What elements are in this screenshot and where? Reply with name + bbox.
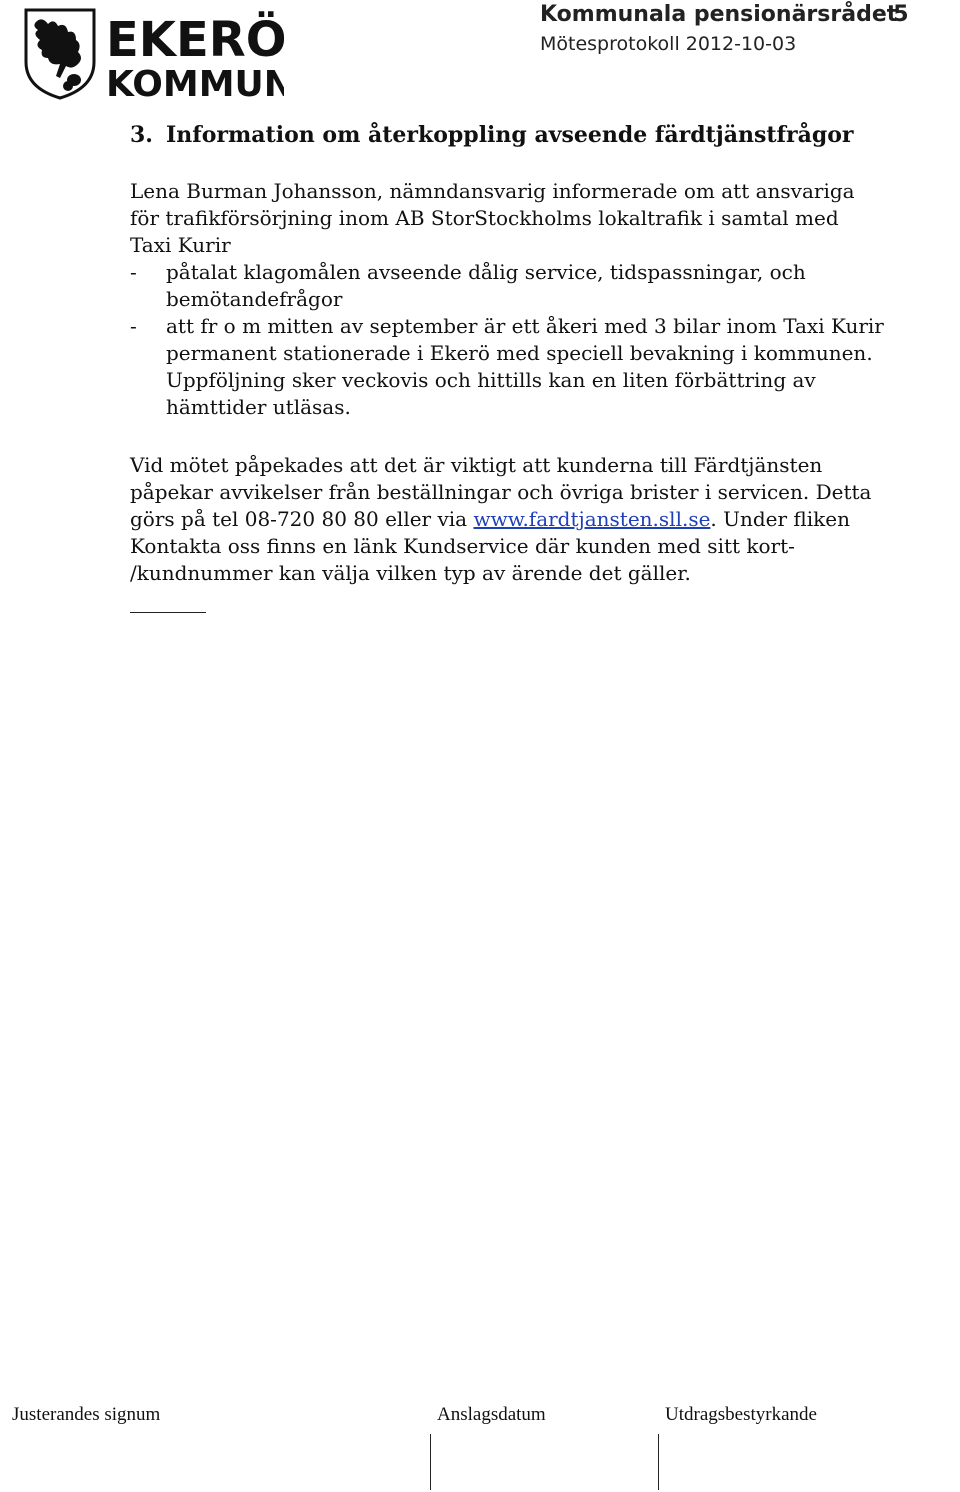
text-line: /kundnummer kan välja vilken typ av ärende det gäller. (130, 561, 691, 585)
document-title (540, 2, 909, 27)
section-number: 3. (130, 122, 153, 148)
text-line: påtalat klagomålen avseende dålig service, tidspassningar, och (166, 260, 806, 284)
paragraph-1 (130, 178, 930, 421)
paragraph-2 (130, 452, 930, 587)
text-line: permanent stationerade i Ekerö med speciell bevakning i kommunen. (166, 341, 873, 365)
bullet-dash: - (130, 314, 137, 338)
logo-line2: KOMMUN (106, 64, 284, 100)
title-text: Kommunala pensionärsrådet (540, 2, 898, 27)
document-subtitle: Mötesprotokoll 2012-10-03 (540, 33, 797, 55)
text-line: bemötandefrågor (166, 287, 343, 311)
text-segment: görs på tel 08-720 80 80 eller via (130, 507, 474, 531)
section-title: Information om återkoppling avseende färdtjänstfrågor (166, 122, 854, 148)
footer-divider (658, 1434, 659, 1490)
fardtjansten-link[interactable]: www.fardtjansten.sll.se (473, 507, 711, 531)
text-segment: . Under fliken (710, 507, 851, 531)
signum-label: Justerandes signum (12, 1404, 161, 1425)
text-line-with-link (130, 506, 930, 533)
ekero-kommun-logo (22, 6, 284, 100)
text-line: Taxi Kurir (130, 233, 231, 257)
page-number: 5 (893, 2, 909, 27)
cert-label: Utdragsbestyrkande (665, 1404, 817, 1425)
text-line: för trafikförsörjning inom AB StorStockholms lokaltrafik i samtal med (130, 206, 839, 230)
section-heading (130, 122, 853, 148)
bullet-dash: - (130, 260, 137, 284)
footnote-separator (130, 612, 206, 613)
date-label: Anslagsdatum (437, 1404, 546, 1425)
text-line: Uppföljning sker veckovis och hittills kan en liten förbättring av (166, 368, 816, 392)
oak-leaf-shield-icon (22, 6, 284, 100)
text-line: Vid mötet påpekades att det är viktigt att kunderna till Färdtjänsten (130, 453, 823, 477)
text-line: hämttider utläsas. (166, 395, 351, 419)
text-line: att fr o m mitten av september är ett åkeri med 3 bilar inom Taxi Kurir (166, 314, 884, 338)
bullet-item (130, 313, 930, 421)
text-line: påpekar avvikelser från beställningar och övriga brister i servicen. Detta (130, 480, 872, 504)
text-line: Kontakta oss finns en länk Kundservice där kunden med sitt kort- (130, 534, 795, 558)
text-line: Lena Burman Johansson, nämndansvarig informerade om att ansvariga (130, 179, 855, 203)
footer-divider (430, 1434, 431, 1490)
bullet-item (130, 259, 930, 313)
logo-line1: EKERÖ (106, 12, 284, 68)
